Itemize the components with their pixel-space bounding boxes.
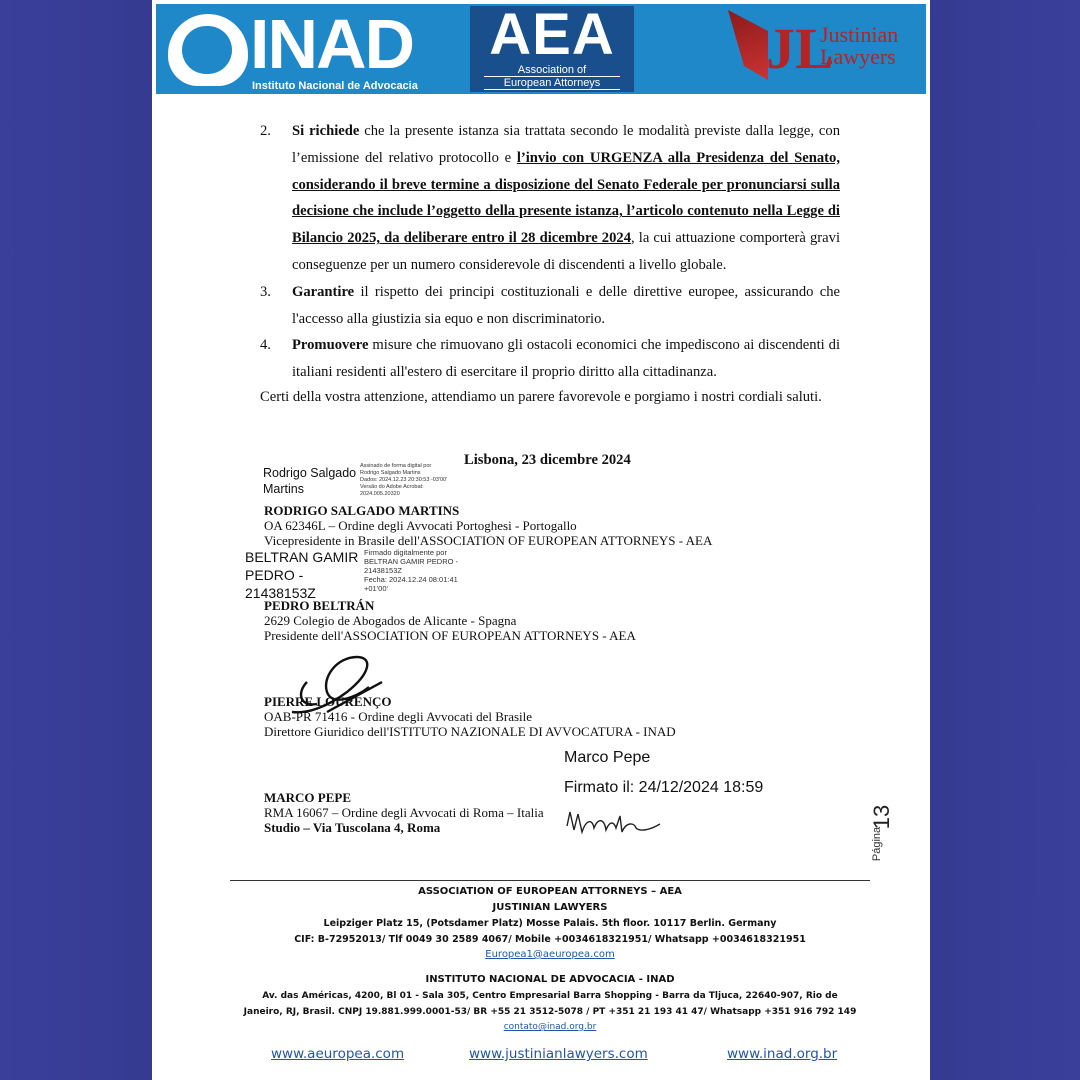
inad-logo xyxy=(160,5,460,92)
rodrigo-line-2: Vicepresidente in Brasile dell'ASSOCIATION OF EUROPEAN ATTORNEYS - AEA xyxy=(264,533,713,548)
footer-inad-title: INSTITUTO NACIONAL DE ADVOCACIA - INAD xyxy=(425,974,675,985)
pierre-line-1: OAB-PR 71416 - Ordine degli Avvocati del Brasile xyxy=(264,709,533,724)
document-page xyxy=(152,0,930,1080)
marco-line-2: Studio – Via Tuscolana 4, Roma xyxy=(264,820,441,835)
aea-logo xyxy=(470,2,634,92)
footer-inad-address-1: Av. das Américas, 4200, Bl 01 - Sala 305, Centro Empresarial Barra Shopping - Barra da Tljuca, 22640-907, Rio de xyxy=(262,991,838,1001)
inad-logo-subtitle: Instituto Nacional de Advocacia xyxy=(252,80,418,92)
justinian-logo xyxy=(728,8,918,88)
page-number-label: Página xyxy=(871,826,884,862)
marco-digital-signature-date: Firmato il: 24/12/2024 18:59 xyxy=(564,779,764,796)
list-item-2: 2. Si richiede che la presente istanza sia trattata secondo le modalità previste dalla legge, con l’emissione del relativo protocollo e l’invio con URGENZA alla Presidenza del Senato, considerando il breve termine a disposizione del Senato Federale per pronunciarsi sulla decisione che include l’oggetto della presente istanza, l’articolo contenuto nella Legge di Bilancio 2025, da deliberare entro il 28 dicembre 2024, la cui attuazione comporterà gravi conseguenze per un numero considerevole di discendenti a livello globale. xyxy=(260,123,840,273)
jl-logo-mark: JL xyxy=(766,16,834,81)
closing-paragraph: Certi della vostra attenzione, attendiamo un parere favorevole e porgiamo i nostri cordiali saluti. xyxy=(260,388,822,405)
header-banner xyxy=(156,4,926,94)
pedro-line-2: Presidente dell'ASSOCIATION OF EUROPEAN ATTORNEYS - AEA xyxy=(264,628,636,643)
aea-logo-text: AEA xyxy=(489,2,615,67)
rodrigo-name: RODRIGO SALGADO MARTINS xyxy=(264,503,460,518)
footer-aea-title: ASSOCIATION OF EUROPEAN ATTORNEYS – AEA xyxy=(418,886,682,897)
rodrigo-line-1: OA 62346L – Ordine degli Avvocati Portoghesi - Portogallo xyxy=(264,518,577,533)
inad-logo-text: INAD xyxy=(250,5,414,83)
link-inad[interactable]: www.inad.org.br xyxy=(727,1046,838,1062)
page-number-value: 13 xyxy=(869,804,895,830)
marco-line-1: RMA 16067 – Ordine degli Avvocati di Roma – Italia xyxy=(264,805,544,820)
place-date: Lisbona, 23 dicembre 2024 xyxy=(464,452,631,468)
link-justinianlawyers[interactable]: www.justinianlawyers.com xyxy=(469,1046,648,1062)
footer-jl-address: Leipziger Platz 15, (Potsdamer Platz) Mosse Palais. 5th floor. 10117 Berlin. Germany xyxy=(323,918,777,929)
footer xyxy=(230,880,870,1034)
body-text xyxy=(260,118,840,406)
link-aeuropea[interactable]: www.aeuropea.com xyxy=(271,1046,405,1062)
pedro-digital-signature-meta: Firmado digitalmente por BELTRAN GAMIR PEDRO - 21438153Z Fecha: 2024.12.24 08:01:41 +01'00' xyxy=(364,548,459,593)
rodrigo-digital-signature-name: Rodrigo Salgado Martins xyxy=(263,466,357,496)
list-item-4: 4. Promuovere misure che rimuovano gli ostacoli economici che impediscono ai discendenti di italiani residenti all'estero di esercitare il proprio diritto alla cittadinanza. xyxy=(260,337,840,381)
page-number xyxy=(870,800,900,870)
footer-jl-title: JUSTINIAN LAWYERS xyxy=(492,902,608,913)
aea-logo-subtitle-2: European Attorneys xyxy=(484,76,620,90)
list-item-3: 3. Garantire il rispetto dei principi costituzionali e delle direttive europee, assicurando che l'accesso alla giustizia sia equo e non discriminatorio. xyxy=(260,283,840,327)
jl-logo-name: Justinian Lawyers xyxy=(820,22,899,69)
pedro-name: PEDRO BELTRÁN xyxy=(264,598,375,613)
marco-handwritten-signature xyxy=(564,806,664,840)
footer-jl-contact: CIF: B-72952013/ Tlf 0049 30 2589 4067/ Mobile +0034618321951/ Whatsapp +0034618321951 xyxy=(294,934,806,945)
pedro-line-1: 2629 Colegio de Abogados de Alicante - Spagna xyxy=(264,613,517,628)
pedro-digital-signature-name: BELTRAN GAMIR PEDRO - 21438153Z xyxy=(245,549,359,601)
marco-name: MARCO PEPE xyxy=(264,790,352,805)
footer-inad-address-2: Janeiro, RJ, Brasil. CNPJ 19.881.999.0001-53/ BR +55 21 3512-5078 / PT +351 21 193 41 47/ Whatsapp +351 916 792 149 xyxy=(243,1007,857,1017)
rodrigo-digital-signature-meta: Assinado de forma digital por Rodrigo Salgado Martins Dados: 2024.12.23 20:30:53 -03'00' Versão do Adobe Acrobat: 2024.005.20320 xyxy=(360,463,448,497)
footer-jl-email[interactable]: Europea1@aeuropea.com xyxy=(485,949,615,960)
aea-logo-subtitle-1: Association of xyxy=(517,64,587,76)
marco-digital-signature-name: Marco Pepe xyxy=(564,749,651,766)
head-icon xyxy=(168,14,248,86)
pierre-line-2: Direttore Giuridico dell'ISTITUTO NAZIONALE DI AVVOCATURA - INAD xyxy=(264,724,676,739)
footer-inad-email[interactable]: contato@inad.org.br xyxy=(503,1022,597,1032)
pierre-name: PIERRE LOURENÇO xyxy=(264,694,392,709)
wing-icon xyxy=(728,10,768,80)
